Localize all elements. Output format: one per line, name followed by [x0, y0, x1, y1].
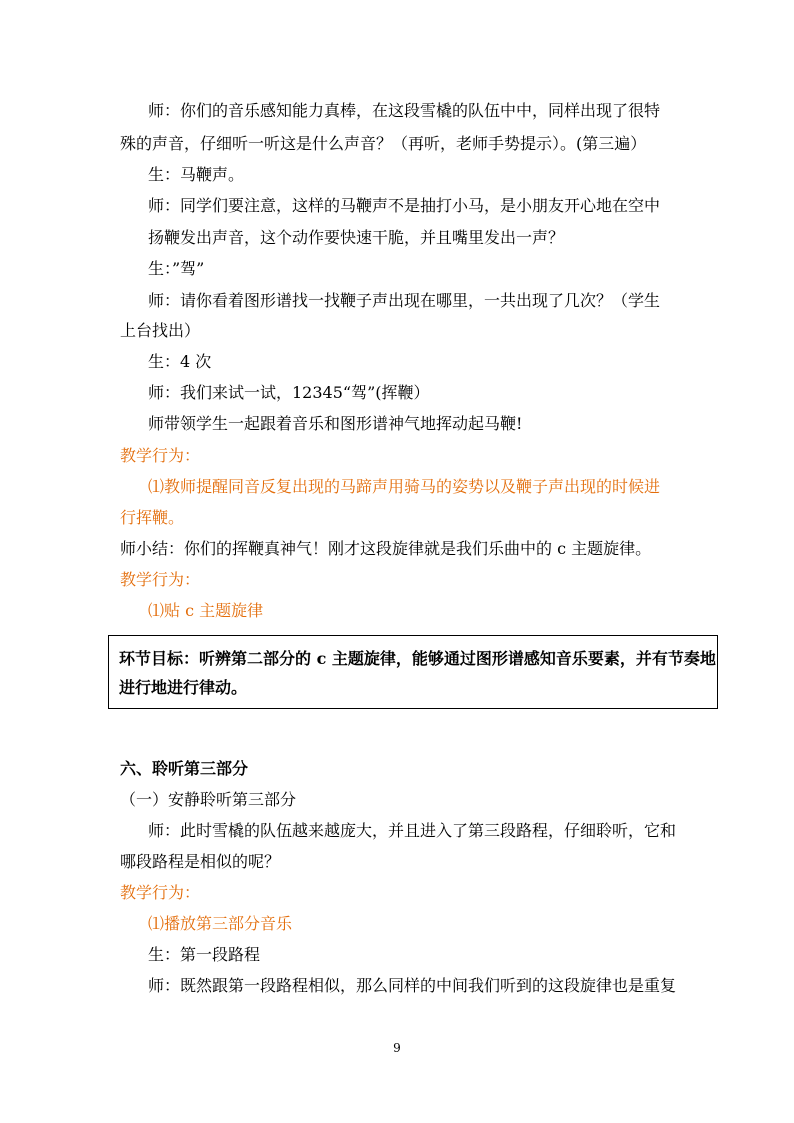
paragraph-continuation: 殊的声音，仔细听一听这是什么声音？（再听，老师手势提示）。(第三遍） — [120, 134, 647, 153]
paragraph-continuation: 扬鞭发出声音，这个动作要快速干脆，并且嘴里发出一声？ — [148, 228, 565, 247]
paragraph-teacher: 师：同学们要注意，这样的马鞭声不是抽打小马，是小朋友开心地在空中 — [148, 196, 661, 215]
paragraph-teacher: 师：既然跟第一段路程相似，那么同样的中间我们听到的这段旋律也是重复 — [148, 976, 677, 995]
teaching-behavior-continuation: 行挥鞭。 — [120, 508, 185, 527]
paragraph-student: 生：4 次 — [148, 352, 212, 371]
paragraph-continuation: 上台找出） — [120, 321, 201, 340]
teaching-behavior-label: 教学行为： — [120, 570, 201, 589]
teaching-behavior-label: 教学行为： — [120, 883, 201, 902]
paragraph-teacher: 师：请你看着图形谱找一找鞭子声出现在哪里，一共出现了几次？（学生 — [148, 291, 661, 310]
teacher-summary: 师小结：你们的挥鞭真神气！刚才这段旋律就是我们乐曲中的 c 主题旋律。 — [120, 539, 652, 558]
paragraph-student: 生：第一段路程 — [148, 945, 261, 964]
teaching-behavior-item: ⑴贴 c 主题旋律 — [148, 601, 264, 620]
section-heading: 六、聆听第三部分 — [120, 759, 249, 778]
paragraph-continuation: 哪段路程是相似的呢？ — [120, 852, 281, 871]
teaching-behavior-label: 教学行为： — [120, 446, 201, 465]
teaching-behavior-item: ⑴播放第三部分音乐 — [148, 914, 293, 933]
paragraph-student: 生：马鞭声。 — [148, 165, 245, 184]
section-goal-line: 进行地进行律动。 — [119, 678, 248, 697]
section-goal-box — [108, 635, 718, 709]
page-number: 9 — [393, 1041, 401, 1055]
paragraph-teacher: 师：我们来试一试，12345“驾”(挥鞭） — [148, 383, 430, 402]
paragraph-teacher: 师带领学生一起跟着音乐和图形谱神气地挥动起马鞭! — [148, 414, 523, 433]
section-goal-line: 环节目标：听辨第二部分的 c 主题旋律，能够通过图形谱感知音乐要素，并有节奏地 — [119, 649, 716, 668]
paragraph-student: 生：”驾” — [148, 259, 205, 278]
section-subheading: （一）安静聆听第三部分 — [120, 790, 297, 809]
teaching-behavior-item: ⑴教师提醒同音反复出现的马蹄声用骑马的姿势以及鞭子声出现的时候进 — [148, 477, 661, 496]
paragraph-teacher: 师：此时雪橇的队伍越来越庞大，并且进入了第三段路程，仔细聆听，它和 — [148, 821, 677, 840]
paragraph-teacher: 师：你们的音乐感知能力真棒，在这段雪橇的队伍中中，同样出现了很特 — [148, 101, 661, 120]
